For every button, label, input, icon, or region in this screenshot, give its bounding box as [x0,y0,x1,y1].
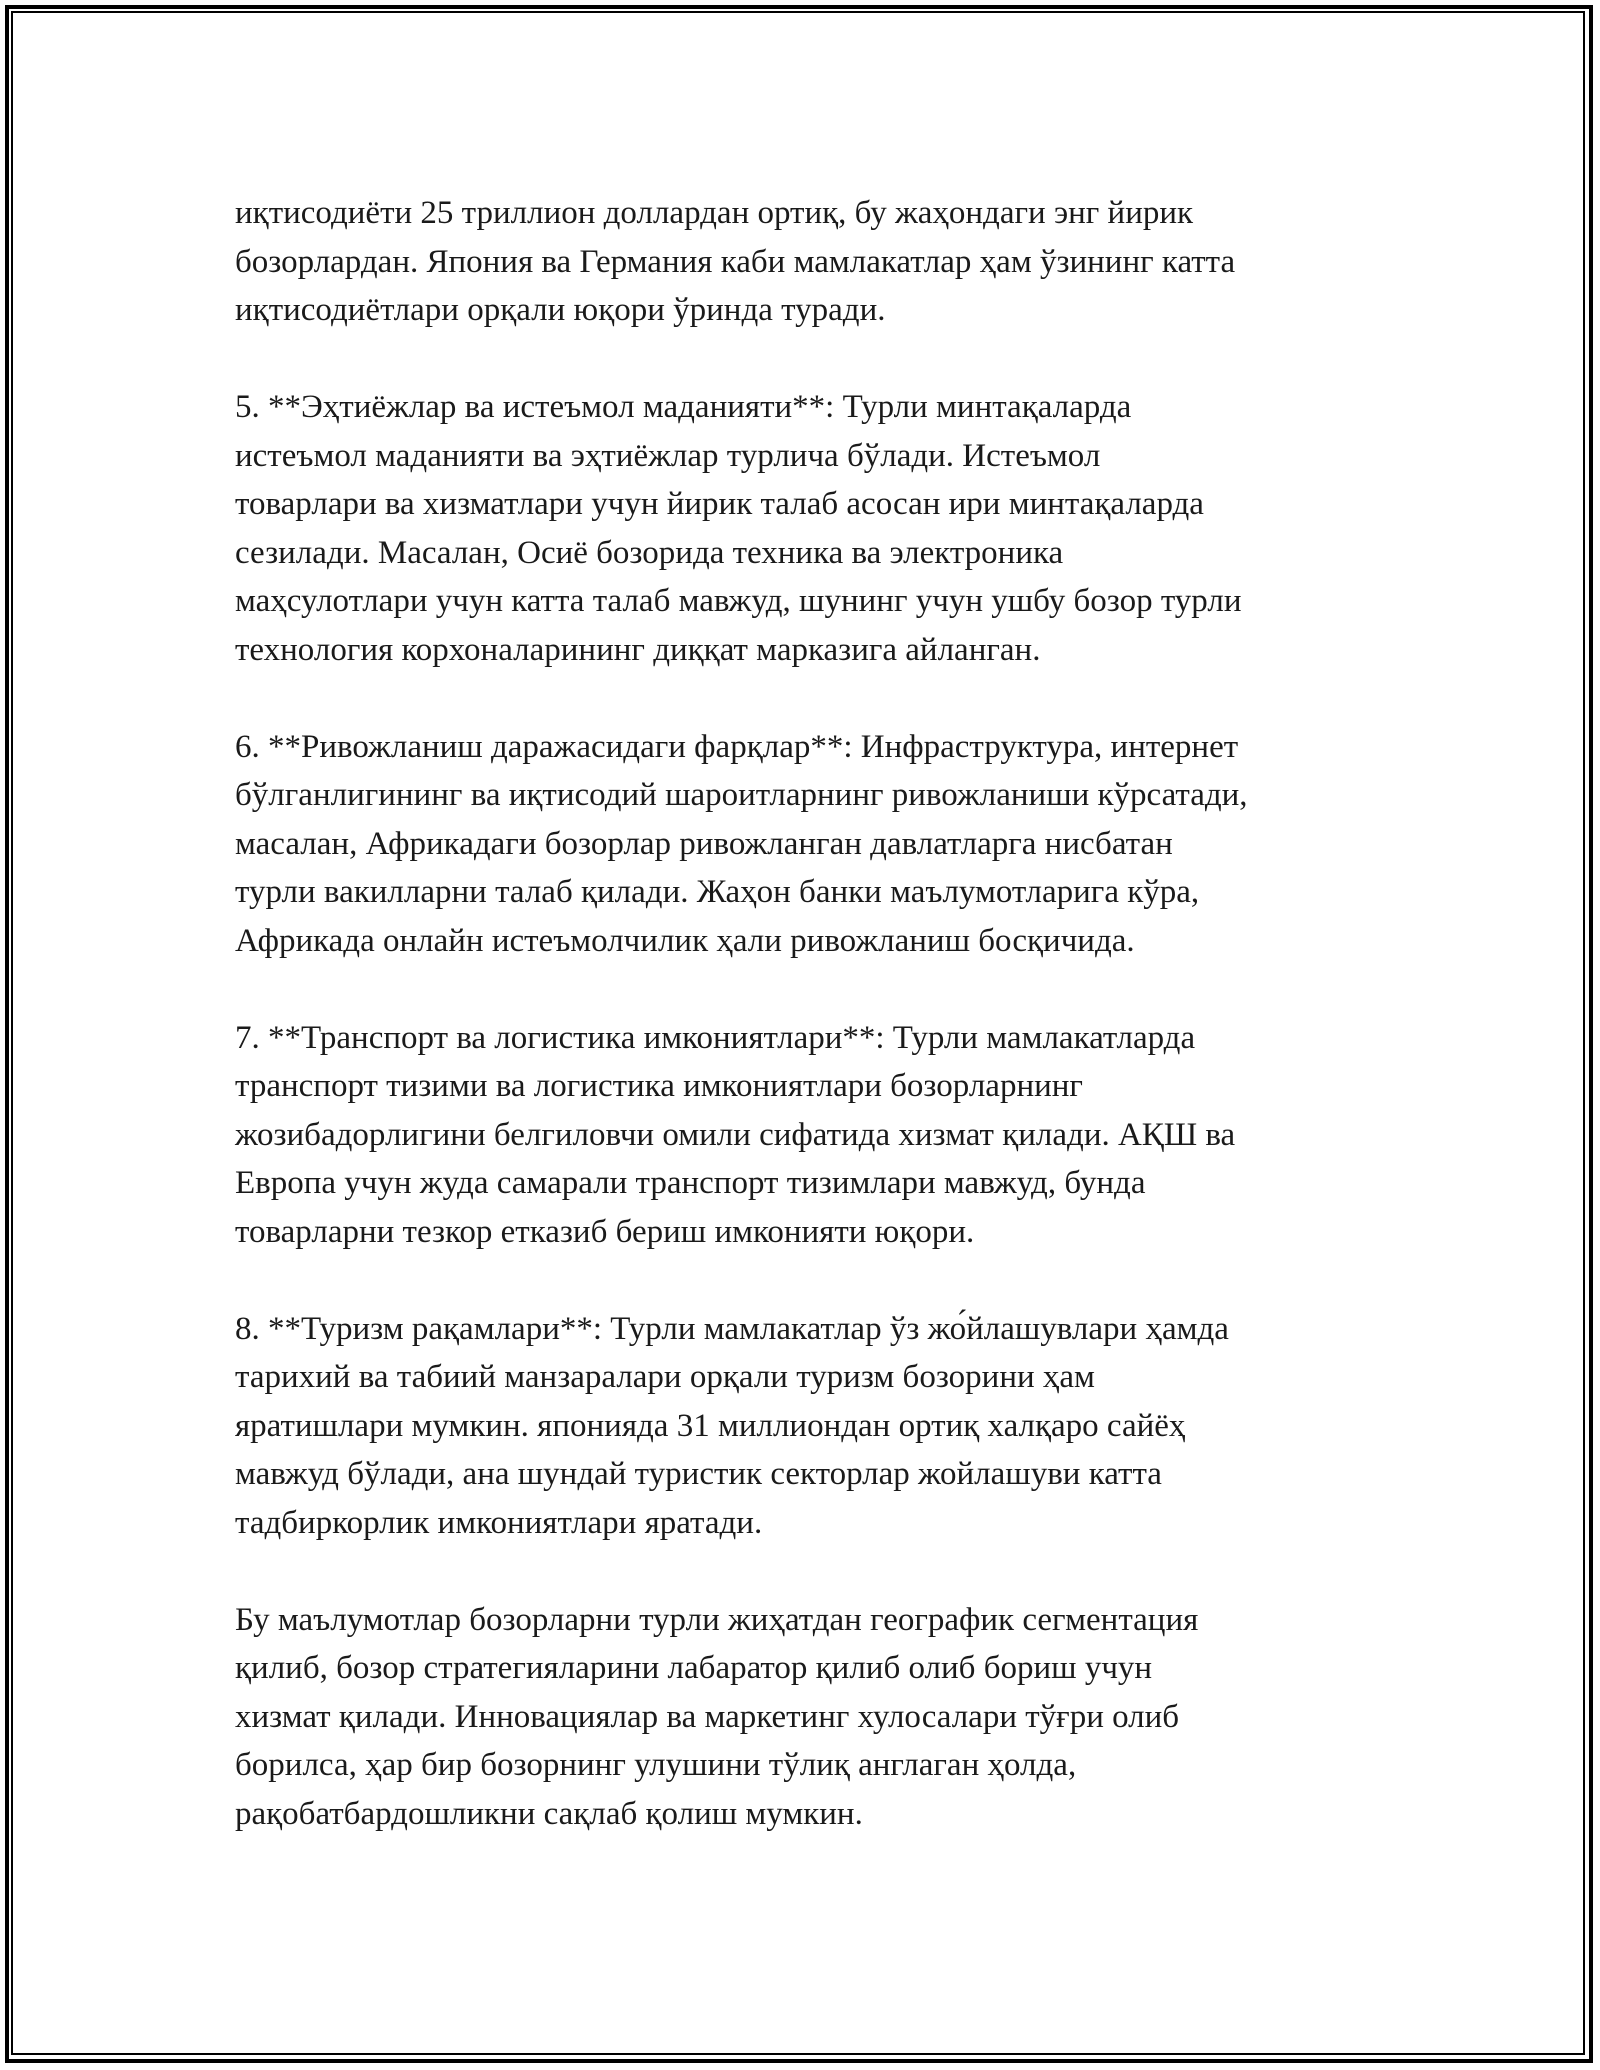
text-line: қилиб, бозор стратегияларини лабаратор қилиб олиб бориш учун [235,1650,1153,1686]
text-line: 8. **Туризм рақамлари**: Турли мамлакатлар ўз жо́йлашувлари ҳамда [235,1310,1229,1347]
text-line: сезилади. Масалан, Осиё бозорида техника ва электроника [235,534,1064,571]
text-line: товарлари ва хизматлари учун йирик талаб асосан ири минтақаларда [235,486,1204,522]
text-line: Бу маълумотлар бозорларни турли жиҳатдан географик сегментация [235,1601,1199,1638]
text-line: тадбиркорлик имкониятлари яратади. [235,1504,763,1541]
text-line: 7. **Транспорт ва логистика имкониятлари**: Турли мамлакатларда [235,1019,1196,1056]
text-line: мавжуд бўлади, ана шундай туристик секторлар жойлашуви катта [235,1456,1162,1492]
text-line: Африкада онлайн истеъмолчилик ҳали ривожланиш босқичида. [235,922,1135,959]
text-line: рақобатбардошликни сақлаб қолиш мумкин. [235,1795,863,1832]
document-body [235,189,1375,1887]
text-line: масалан, Африкадаги бозорлар ривожланган давлатларга нисбатан [235,825,1173,862]
text-line: товарларни тезкор етказиб бериш имконияти юқори. [235,1213,975,1250]
text-line: турли вакилларни талаб қилади. Жаҳон банки маълумотларига кўра, [235,874,1200,910]
text-line: 6. **Ривожланиш даражасидаги фарқлар**: Инфраструктура, интернет [235,728,1239,765]
paragraph-conclusion [235,1596,1375,1839]
text-line: бозорлардан. Япония ва Германия каби мамлакатлар ҳам ўзининг катта [235,243,1236,280]
text-line: бўлганлигининг ва иқтисодий шароитларнинг ривожланиши кўрсатади, [235,777,1248,813]
text-line: жозибадорлигини белгиловчи омили сифатида хизмат қилади. АҚШ ва [235,1116,1236,1153]
paragraph-item-7 [235,1014,1375,1257]
text-line: истеъмол маданияти ва эҳтиёжлар турлича бўлади. Истеъмол [235,437,1101,474]
paragraph-intro-continuation [235,189,1375,335]
text-line: технология корхоналарининг диққат марказига айланган. [235,631,1041,668]
text-line: транспорт тизими ва логистика имкониятлари бозорларнинг [235,1068,1083,1104]
text-line: хизмат қилади. Инновациялар ва маркетинг хулосалари тўғри олиб [235,1698,1180,1735]
text-line: борилса, ҳар бир бозорнинг улушини тўлиқ англаган ҳолда, [235,1747,1077,1783]
text-line: 5. **Эҳтиёжлар ва истеъмол маданияти**: Турли минтақаларда [235,389,1132,425]
text-line: иқтисодиётлари орқали юқори ўринда туради. [235,292,886,328]
text-line: Европа учун жуда самарали транспорт тизимлари мавжуд, бунда [235,1165,1146,1201]
paragraph-item-8 [235,1305,1375,1548]
text-line: тарихий ва табиий манзаралари орқали туризм бозорини ҳам [235,1359,1095,1395]
text-line: иқтисодиёти 25 триллион доллардан ортиқ, бу жаҳондаги энг йирик [235,195,1194,231]
text-line: яратишлари мумкин. японияда 31 миллиондан ортиқ халқаро сайёҳ [235,1407,1186,1444]
text-line: маҳсулотлари учун катта талаб мавжуд, шунинг учун ушбу бозор турли [235,583,1242,619]
paragraph-item-6 [235,723,1375,966]
paragraph-item-5 [235,383,1375,674]
